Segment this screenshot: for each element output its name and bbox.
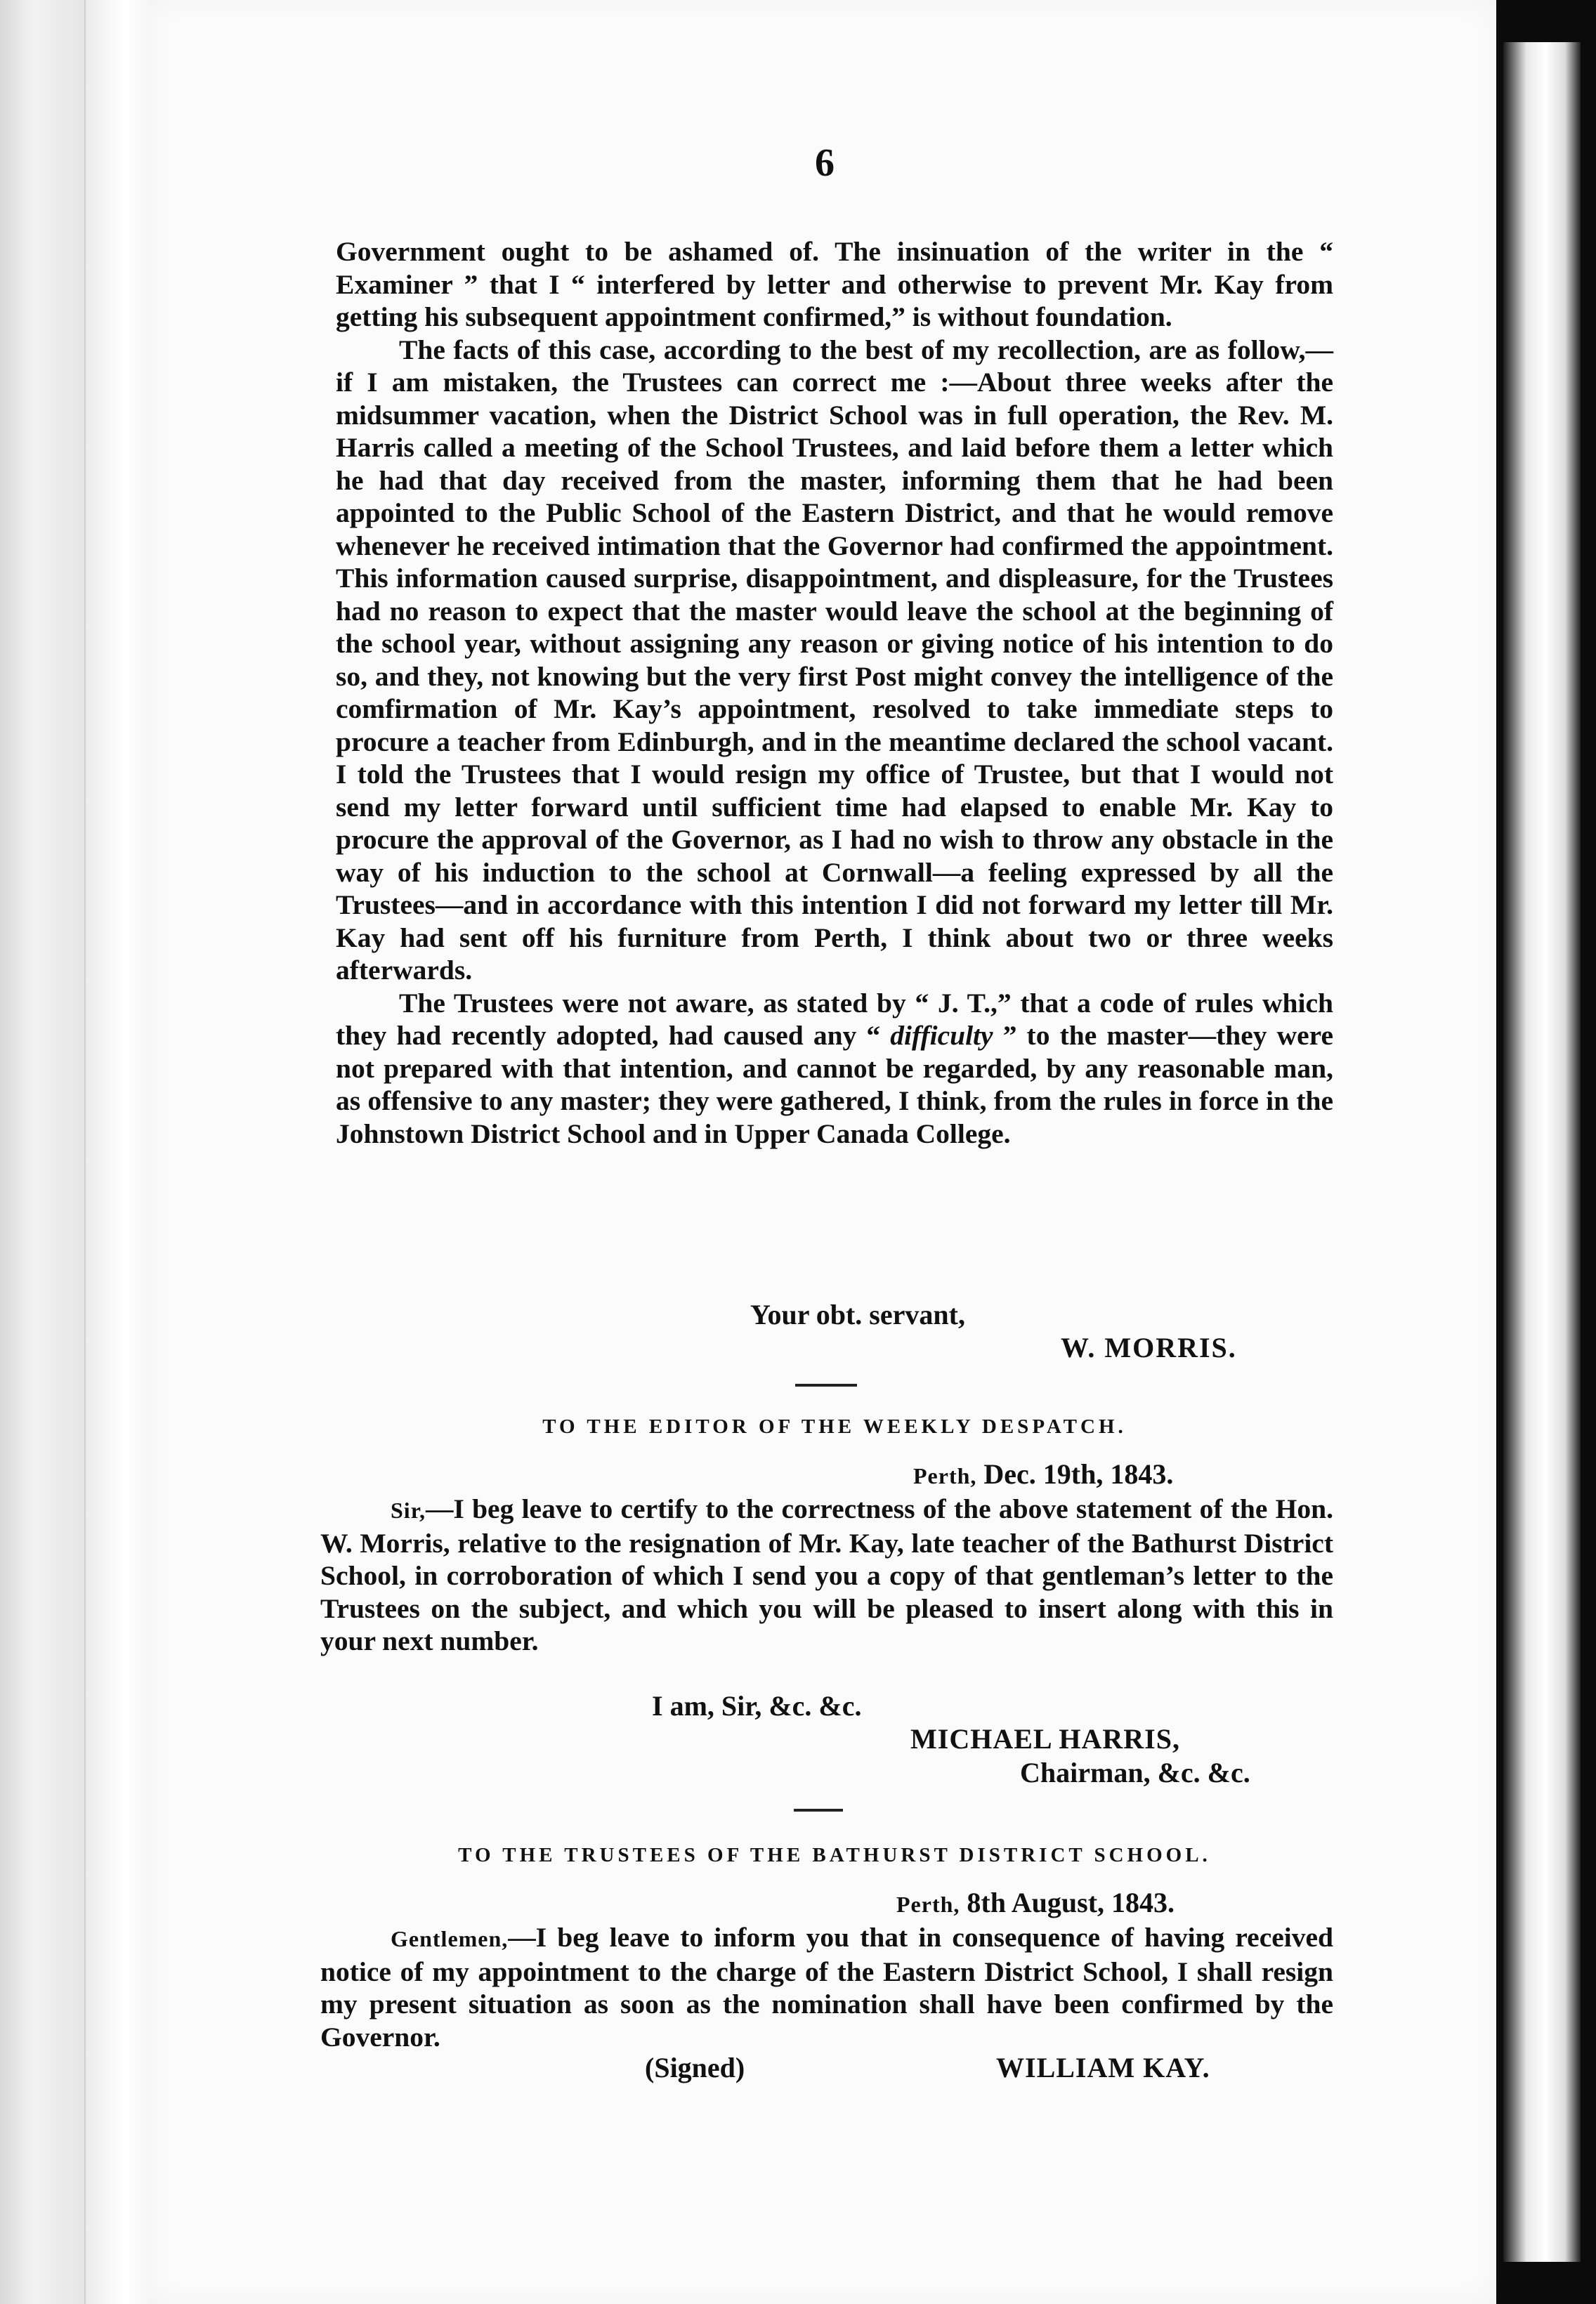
harris-letter-body bbox=[320, 1493, 1333, 1658]
harris-closing: I am, Sir, &c. &c. bbox=[652, 1690, 862, 1722]
kay-paragraph bbox=[320, 1921, 1333, 2053]
paragraph-3-start: The Trustees were not aware, as stated by “ J. T.,” that a code of rules which they had recently adopted, had caused any “ bbox=[336, 987, 1333, 1051]
kay-letter-body bbox=[320, 1921, 1333, 2053]
dateline-place: Perth, bbox=[913, 1463, 977, 1488]
kay-paragraph-text: —I beg leave to inform you that in consequence of having received notice of my appointment to the charge of the Eastern District School, I shall resign my present situation as soon as the nomination shall have been confirmed by the Governor. bbox=[320, 1922, 1333, 2053]
paragraph-3-end: ” to the master—they were not prepared with that intention, and cannot be regarded, by any reasonable man, as offensive to any master; they were gathered, I think, from the rules in force in the Johnstown District School and in Upper Canada College. bbox=[336, 1020, 1334, 1149]
salutation: Sir, bbox=[391, 1498, 426, 1523]
dateline-date-2: 8th August, 1843. bbox=[967, 1887, 1175, 1918]
trustees-letter-heading: TO THE TRUSTEES OF THE BATHURST DISTRICT SCHOOL. bbox=[458, 1844, 1211, 1866]
book-spine bbox=[84, 0, 149, 2304]
editor-letter-dateline bbox=[913, 1458, 1173, 1491]
dateline-date: Dec. 19th, 1843. bbox=[983, 1458, 1174, 1490]
harris-paragraph bbox=[320, 1493, 1333, 1658]
divider-2 bbox=[794, 1809, 843, 1812]
editor-letter-heading: TO THE EDITOR OF THE WEEKLY DESPATCH. bbox=[542, 1415, 1127, 1438]
signed-label: (Signed) bbox=[645, 2052, 745, 2083]
paragraph-3 bbox=[336, 987, 1333, 1151]
salutation-2: Gentlemen, bbox=[391, 1926, 509, 1951]
harris-title: Chairman, &c. &c. bbox=[1020, 1757, 1250, 1788]
morris-letter-body bbox=[336, 235, 1333, 1150]
morris-signature: W. MORRIS. bbox=[1061, 1332, 1237, 1363]
harris-paragraph-text: —I beg leave to certify to the correctness of the above statement of the Hon. W. Morris, relative to the resignation of Mr. Kay, late teacher of the Bathurst District School, in corroboration of which I send you a copy of that gentleman’s letter to the Trustees on the subject, and which you will be pleased to insert along with this in your next number. bbox=[320, 1493, 1333, 1656]
trustees-letter-dateline bbox=[896, 1886, 1175, 1919]
divider-1 bbox=[795, 1384, 857, 1387]
morris-closing: Your obt. servant, bbox=[750, 1299, 965, 1330]
harris-signature: MICHAEL HARRIS, bbox=[910, 1723, 1180, 1755]
paragraph-1: Government ought to be ashamed of. The insinuation of the writer in the “ Examiner ” that I “ interfered by letter and otherwise to prevent Mr. Kay from getting his subsequent appointment confirmed,” is without foundation. bbox=[336, 236, 1333, 332]
page-number: 6 bbox=[815, 141, 835, 185]
difficulty-italic: difficulty bbox=[890, 1020, 993, 1051]
kay-signature: WILLIAM KAY. bbox=[996, 2052, 1210, 2083]
paragraph-2: The facts of this case, according to the best of my recollection, are as follow,—if I am mistaken, the Trustees can correct me :—About three weeks after the midsummer vacation, when the District School was in full operation, the Rev. M. Harris called a meeting of the School Trustees, and laid before them a letter which he had that day received from the master, informing them that he had been appointed to the Public School of the Eastern District, and that he would remove whenever he received intimation that the Governor had confirmed the appointment. This information caused surprise, disappointment, and displeasure, for the Trustees had no reason to expect that the master would leave the school at the beginning of the school year, without assigning any reason or giving notice of his intention to do so, and they, not knowing but the very first Post might convey the intelligence of the comfirmation of Mr. Kay’s appointment, resolved to take immediate steps to procure a teacher from Edinburgh, and in the meantime declared the school vacant. I told the Trustees that I would resign my office of Trustee, but that I would not send my letter forward until sufficient time had elapsed to enable Mr. Kay to procure the approval of the Governor, as I had no wish to throw any obstacle in the way of his induction to the school at Cornwall—a feeling expressed by all the Trustees—and in accordance with this intention I did not forward my letter till Mr. Kay had sent off his furniture from Perth, I think about two or three weeks afterwards. bbox=[336, 334, 1333, 986]
next-page-edge bbox=[1503, 42, 1581, 2262]
left-margin-border bbox=[0, 0, 84, 2304]
dateline-place-2: Perth, bbox=[896, 1892, 960, 1917]
